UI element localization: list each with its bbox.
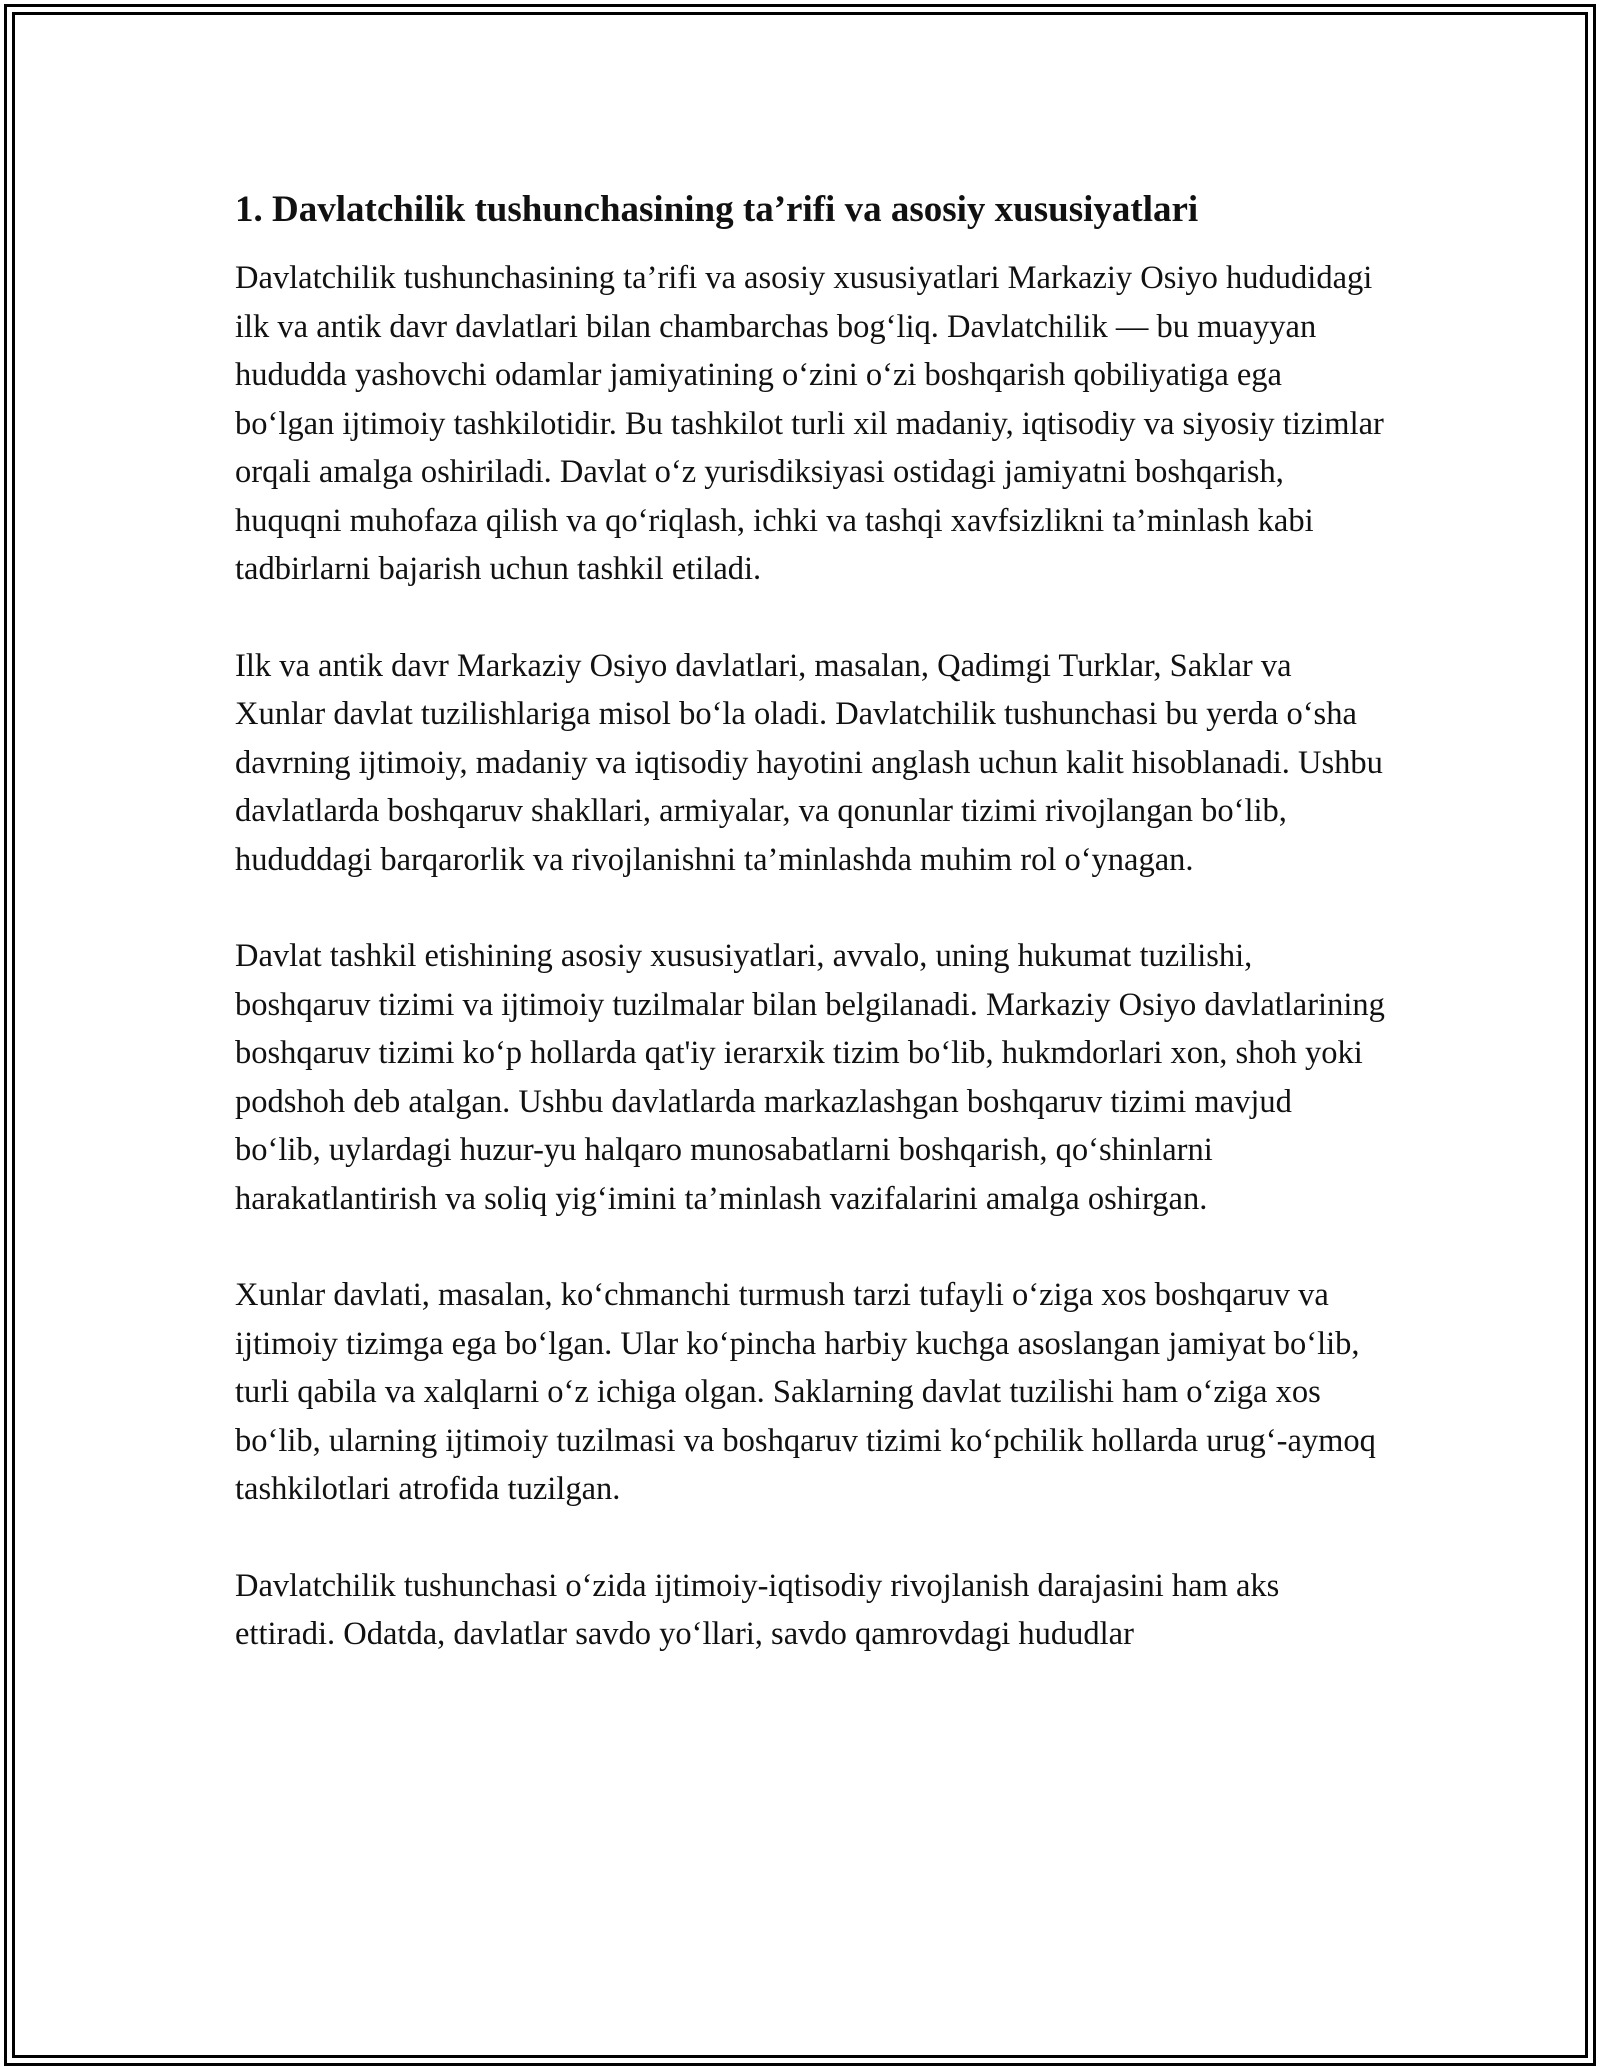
document-body (235, 186, 1385, 1707)
paragraph-5: Davlatchilik tushunchasi o‘zida ijtimoiy-iqtisodiy rivojlanish darajasini ham aks ettiradi. Odatda, davlatlar savdo yo‘llari, savdo qamrovdagi hududlar (235, 1567, 1280, 1652)
paragraph-1: Davlatchilik tushunchasining ta’rifi va asosiy xususiyatlari Markaziy Osiyo hududidagi ilk va antik davr davlatlari bilan chambarchas bog‘liq. Davlatchilik — bu muayyan hududda yashovchi odamlar jamiyatining o‘zini o‘zi boshqarish qobiliyatiga ega bo‘lgan ijtimoiy tashkilotidir. Bu tashkilot turli xil madaniy, iqtisodiy va siyosiy tizimlar orqali amalga oshiriladi. Davlat o‘z yurisdiksiyasi ostidagi jamiyatni boshqarish, huquqni muhofaza qilish va qo‘riqlash, ichki va tashqi xavfsizlikni ta’minlash kabi tadbirlarni bajarish uchun tashkil etiladi. (235, 260, 1384, 587)
paragraph-2: Ilk va antik davr Markaziy Osiyo davlatlari, masalan, Qadimgi Turklar, Saklar va Xunlar davlat tuzilishlariga misol bo‘la oladi. Davlatchilik tushunchasi bu yerda o‘sha davrning ijtimoiy, madaniy va iqtisodiy hayotini anglash uchun kalit hisoblanadi. Ushbu davlatlarda boshqaruv shakllari, armiyalar, va qonunlar tizimi rivojlangan bo‘lib, hududdagi barqarorlik va rivojlanishni ta’minlashda muhim rol o‘ynagan. (235, 647, 1383, 878)
section-heading: 1. Davlatchilik tushunchasining ta’rifi va asosiy xususiyatlari (235, 189, 1199, 230)
paragraph-3: Davlat tashkil etishining asosiy xususiyatlari, avvalo, uning hukumat tuzilishi, boshqaruv tizimi va ijtimoiy tuzilmalar bilan belgilanadi. Markaziy Osiyo davlatlarining boshqaruv tizimi ko‘p hollarda qat'iy ierarxik tizim bo‘lib, hukmdorlari xon, shoh yoki podshoh deb atalgan. Ushbu davlatlarda markazlashgan boshqaruv tizimi mavjud bo‘lib, uylardagi huzur-yu halqaro munosabatlarni boshqarish, qo‘shinlarni harakatlantirish va soliq yig‘imini ta’minlash vazifalarini amalga oshirgan. (235, 938, 1385, 1217)
paragraph-4: Xunlar davlati, masalan, ko‘chmanchi turmush tarzi tufayli o‘ziga xos boshqaruv va ijtimoiy tizimga ega bo‘lgan. Ular ko‘pincha harbiy kuchga asoslangan jamiyat bo‘lib, turli qabila va xalqlarni o‘z ichiga olgan. Saklarning davlat tuzilishi ham o‘ziga xos bo‘lib, ularning ijtimoiy tuzilmasi va boshqaruv tizimi ko‘pchilik hollarda urug‘-aymoq tashkilotlari atrofida tuzilgan. (235, 1277, 1376, 1507)
